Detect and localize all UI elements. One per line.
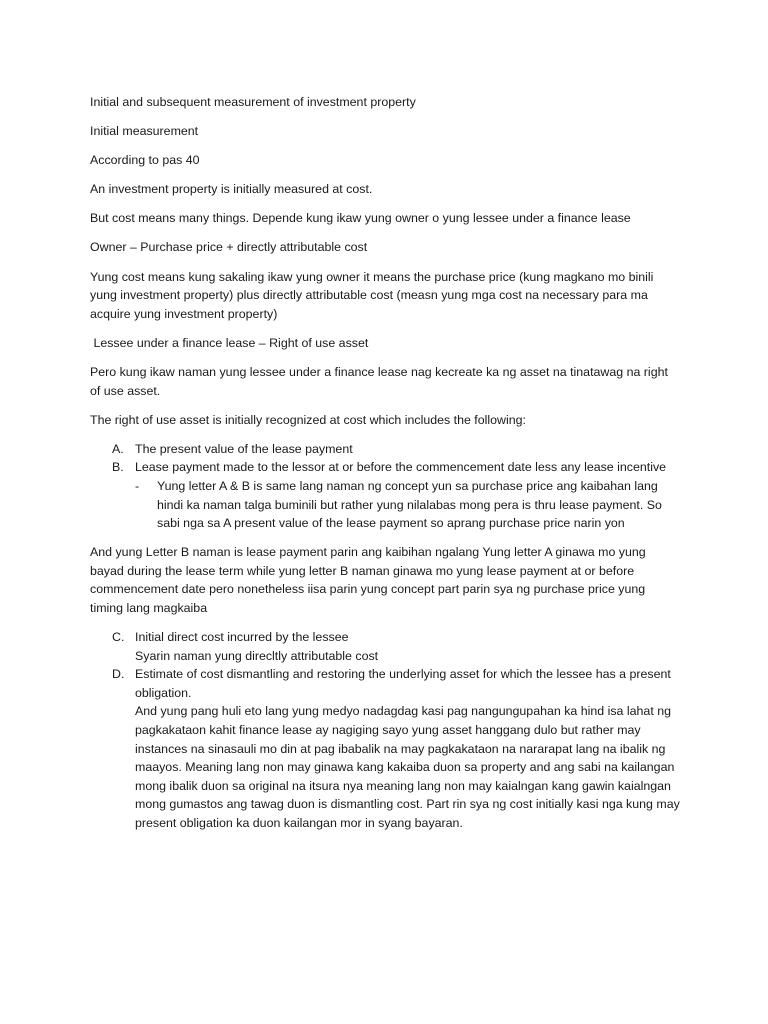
paragraph-according: According to pas 40 (90, 153, 200, 168)
list-item-c (90, 628, 690, 665)
list-item-text: The present value of the lease payment (135, 441, 353, 456)
cost-list-ab (90, 440, 690, 533)
heading-initial-measurement: Initial measurement (90, 124, 199, 139)
list-item-continuation: Syarin naman yung direcltly attributable cost (135, 648, 379, 663)
list-marker: D. (112, 667, 125, 682)
paragraph-owner-explain: Yung cost means kung sakaling ikaw yung owner it means the purchase price (kung magkano mo binili yung investment property) plus directly attributable cost (measn yung mga cost na necessary para ma acquire yung investment property) (90, 269, 654, 321)
list-item-text: Lease payment made to the lessor at or before the commencement date less any lease incentive (135, 460, 667, 475)
list-item-text: Estimate of cost dismantling and restoring the underlying asset for which the lessee has a present obligation. (135, 667, 671, 700)
sub-list-text: Yung letter A & B is same lang naman ng concept yun sa purchase price ang kaibahan lang hindi ka naman talga buminili but rather yung nilalabas mong pera is thru lease payment. So sabi nga sa A present value of the lease payment so aprang purchase price narin yon (157, 478, 662, 531)
paragraph-many-things: But cost means many things. Depende kung ikaw yung owner o yung lessee under a finance lease (90, 211, 631, 226)
paragraph-cost: An investment property is initially measured at cost. (90, 182, 373, 197)
list-item-a (90, 440, 690, 459)
list-marker: B. (112, 460, 124, 475)
paragraph-owner: Owner – Purchase price + directly attributable cost (90, 240, 368, 255)
list-marker: C. (112, 630, 125, 645)
list-item-d (90, 665, 685, 832)
list-item-text: Initial direct cost incurred by the lessee (135, 630, 349, 645)
document-body (90, 93, 690, 843)
document-title: Initial and subsequent measurement of investment property (90, 95, 416, 109)
sub-list (135, 477, 690, 533)
paragraph-lessee-explain: Pero kung ikaw naman yung lessee under a finance lease nag kecreate ka ng asset na tinatawag na right of use asset. (90, 364, 668, 398)
paragraph-letter-b: And yung Letter B naman is lease payment parin ang kaibihan ngalang Yung letter A ginawa mo yung bayad during the lease term while yung letter B naman ginawa mo yung lease payment at or before commencement date pero nonetheless iisa parin yung concept part parin sya ng purchase price yung timing lang magkaiba (90, 545, 646, 615)
paragraph-lessee (90, 334, 690, 353)
list-item-b (90, 458, 690, 532)
paragraph-lessee-text: Lessee under a finance lease – Right of use asset (93, 335, 369, 350)
dash-marker: - (135, 478, 140, 493)
list-item-continuation: And yung pang huli eto lang yung medyo nadagdag kasi pag nangungupahan ka hind isa lahat ng pagkakataon kahit finance lease ay nagiging sayo yung asset hanggang dulo but rather may instances na sinasauli mo din at pag ibabalik na may pagkakataon na nararapat lang na ibalik ng maayos. Meaning lang non may ginawa kang kakaiba duon sa property and ang sabi na kailangan mong ibalik duon sa original na itsura nya meaning lang non may kaialngan kang gawin kaialngan mong gumastos ang tawag duon is dismantling cost. Part rin sya ng cost initially kasi nga kung may present obligation ka duon kailangan mor in syang bayaran. (135, 704, 680, 830)
sub-list-item (135, 477, 662, 533)
list-marker: A. (112, 441, 124, 456)
paragraph-right-of-use: The right of use asset is initially recognized at cost which includes the following: (90, 412, 526, 427)
cost-list-cd (90, 628, 690, 833)
